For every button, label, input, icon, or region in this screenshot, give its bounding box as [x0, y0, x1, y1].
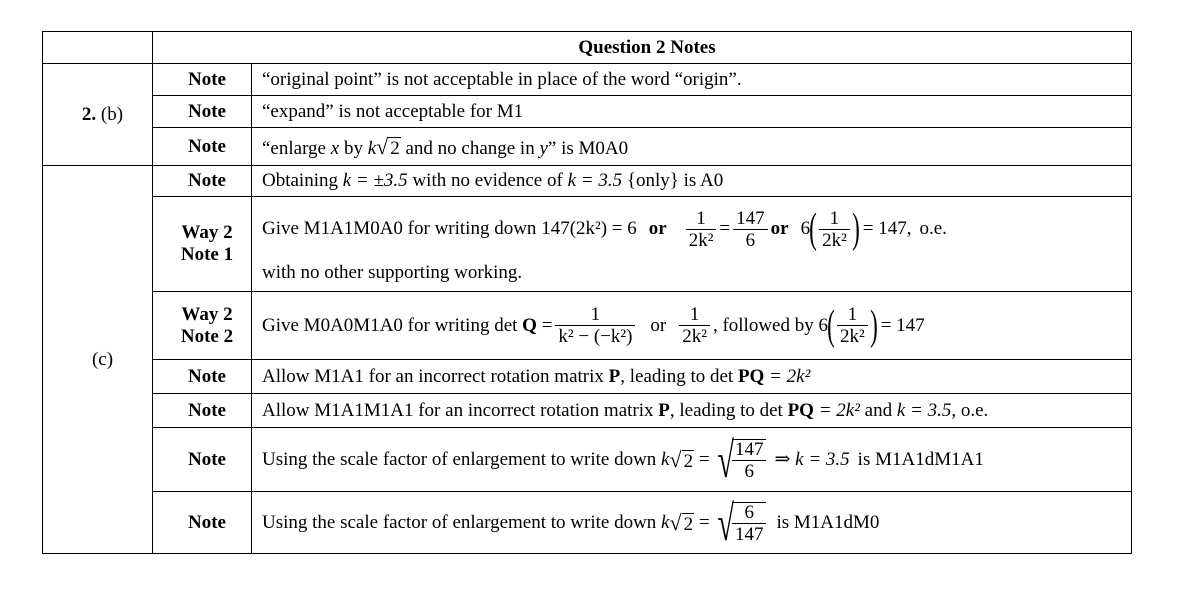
math-expression: k = 3.5 [567, 170, 623, 191]
formula-line [262, 493, 1131, 553]
denominator: 6 [745, 229, 756, 251]
numerator: 1 [819, 209, 850, 230]
denominator: 6 [744, 460, 754, 482]
radicand: 2 [390, 137, 400, 159]
radical-sign: √ [376, 133, 389, 159]
text-segment: {only} is A0 [622, 170, 724, 191]
radicand: 2 [683, 513, 694, 535]
notes-table [42, 31, 1132, 554]
text-segment: Allow M1A1M1A1 for an incorrect rotation matrix [262, 399, 659, 421]
denominator: 2k² [682, 326, 707, 347]
matrix-p: P [608, 365, 621, 387]
variable-x: x [330, 137, 340, 159]
numerator: 6 [732, 503, 767, 524]
note-text: “original point” is not acceptable in place of the word “origin”. [252, 64, 1132, 96]
text-segment: ” is M0A0 [547, 137, 629, 159]
math-expression: = 2k² [813, 399, 860, 421]
math-expression: = 147 [880, 314, 925, 336]
part-label-c: (c) [43, 166, 153, 554]
table-row [43, 96, 1132, 128]
sqrt-expression [669, 447, 694, 473]
row-label: Note [153, 166, 252, 197]
denominator: 2k² [839, 326, 865, 347]
formula-line [262, 200, 1131, 258]
radical-sign: √ [669, 446, 682, 472]
matrix-p: P [658, 399, 670, 421]
note-text-line: with no other supporting working. [262, 262, 523, 283]
table-row [43, 64, 1132, 96]
math-expression: ⇒ k = 3.5 [774, 449, 850, 470]
denominator: 147 [734, 523, 764, 545]
text-segment: is M1A1dM0 [776, 511, 880, 533]
text-segment: , leading to [669, 399, 760, 421]
radical-sign: √ [717, 494, 734, 551]
coefficient: 6 [800, 218, 811, 239]
equals-sign: = [694, 511, 710, 533]
math-expression: = 147, [862, 218, 912, 239]
note-text [252, 128, 1132, 166]
math-expression: = 2k² [764, 365, 811, 387]
formula-line [262, 293, 1131, 359]
note-text [252, 394, 1132, 428]
or-keyword: or [770, 218, 789, 239]
text-segment: Using the scale factor of enlargement to write down [262, 448, 662, 470]
radical-sign: √ [717, 431, 734, 488]
table-row [43, 394, 1132, 428]
text-segment: with no evidence of [407, 170, 568, 191]
oe-text: o.e. [956, 399, 989, 421]
fraction [732, 439, 767, 481]
equals-sign: = [694, 448, 710, 470]
header-row [43, 32, 1132, 64]
text-segment: and [859, 399, 897, 421]
math-expression: 147(2k²) = 6 [541, 218, 637, 239]
fraction [686, 209, 717, 250]
variable-k: k [661, 511, 670, 533]
denominator: k² − (−k²) [558, 326, 633, 347]
open-paren: ( [827, 302, 835, 349]
matrix-q: Q [522, 314, 537, 336]
coefficient: 6 [818, 314, 828, 336]
text-segment: Using the scale factor of enlargement to write down [262, 511, 662, 533]
note-text [252, 360, 1132, 394]
math-expression: k = 3.5, [896, 399, 957, 421]
text-segment: Give M0A0M1A0 for writing [262, 314, 495, 336]
close-paren: ) [851, 206, 860, 252]
open-paren: ( [809, 206, 817, 252]
fraction [679, 305, 710, 346]
fraction [555, 305, 635, 346]
table-row [43, 166, 1132, 197]
fraction [819, 209, 850, 250]
row-label: Note [153, 492, 252, 554]
row-label: Note [153, 64, 252, 96]
row-label: Note [153, 360, 252, 394]
or-keyword: or [648, 218, 667, 239]
oe-text: o.e. [919, 218, 947, 239]
header-empty-cell [43, 32, 153, 64]
matrix-pq: PQ [787, 399, 814, 421]
label-line: Way 2 [181, 303, 233, 325]
row-label: Note [153, 394, 252, 428]
denominator: 2k² [822, 229, 847, 251]
fraction [837, 305, 868, 346]
numerator: 1 [679, 305, 710, 326]
or-keyword: or [650, 314, 667, 336]
variable-k: k [367, 137, 377, 159]
text-segment: and no change in [400, 137, 540, 159]
variable-y: y [539, 137, 548, 159]
label-line: Note 1 [180, 244, 234, 265]
math-expression: k = ±3.5 [342, 170, 408, 191]
row-label [153, 197, 252, 292]
fraction [732, 502, 767, 544]
table-row [43, 492, 1132, 554]
table-row [43, 428, 1132, 492]
denominator: 2k² [688, 229, 714, 251]
det-operator: det [759, 399, 788, 421]
note-text [252, 292, 1132, 360]
numerator: 147 [733, 209, 768, 230]
equals-sign: = [719, 218, 731, 239]
variable-k: k [661, 448, 670, 470]
label-line: Note 2 [180, 325, 234, 347]
equals-sign: = [536, 314, 553, 336]
header-title: Question 2 Notes [153, 32, 1132, 64]
numerator: 1 [686, 209, 717, 230]
text-segment: Allow M1A1 for an incorrect rotation matrix [262, 365, 609, 387]
sqrt-expression [669, 510, 694, 536]
row-label: Note [153, 128, 252, 166]
text-segment: Obtaining [262, 170, 343, 191]
note-text [252, 197, 1132, 292]
table-row [43, 197, 1132, 292]
row-label: Note [153, 96, 252, 128]
numerator: 1 [555, 305, 635, 326]
text-segment: , leading to [620, 365, 710, 387]
part-label-b: (b) [100, 103, 124, 125]
note-text [252, 428, 1132, 492]
row-label [153, 292, 252, 360]
note-text [252, 166, 1132, 197]
fraction [733, 209, 768, 250]
row-label: Note [153, 428, 252, 492]
text-segment: Give M1A1M0A0 for writing down [262, 218, 542, 239]
note-text: “expand” is not acceptable for M1 [252, 96, 1132, 128]
close-paren: ) [869, 302, 878, 349]
question-number-cell [43, 64, 153, 166]
table-row [43, 292, 1132, 360]
det-operator: det [709, 365, 738, 387]
note-text [252, 492, 1132, 554]
numerator: 147 [732, 440, 767, 461]
label-line: Way 2 [181, 222, 233, 243]
numerator: 1 [837, 305, 868, 326]
question-number: 2. [81, 103, 97, 125]
formula-line [262, 429, 1131, 491]
radical-sign: √ [669, 509, 682, 535]
text-segment: , followed by [712, 314, 819, 336]
text-segment: by [339, 137, 368, 159]
sqrt-expression [376, 134, 401, 160]
table-row [43, 128, 1132, 166]
radicand: 2 [683, 450, 694, 472]
text-segment: is M1A1dM1A1 [857, 448, 984, 470]
big-sqrt-expression [712, 431, 767, 488]
table-row [43, 360, 1132, 394]
matrix-pq: PQ [737, 365, 765, 387]
text-segment: “enlarge [262, 137, 331, 159]
big-sqrt-expression [712, 494, 767, 551]
det-operator: det [494, 314, 523, 336]
